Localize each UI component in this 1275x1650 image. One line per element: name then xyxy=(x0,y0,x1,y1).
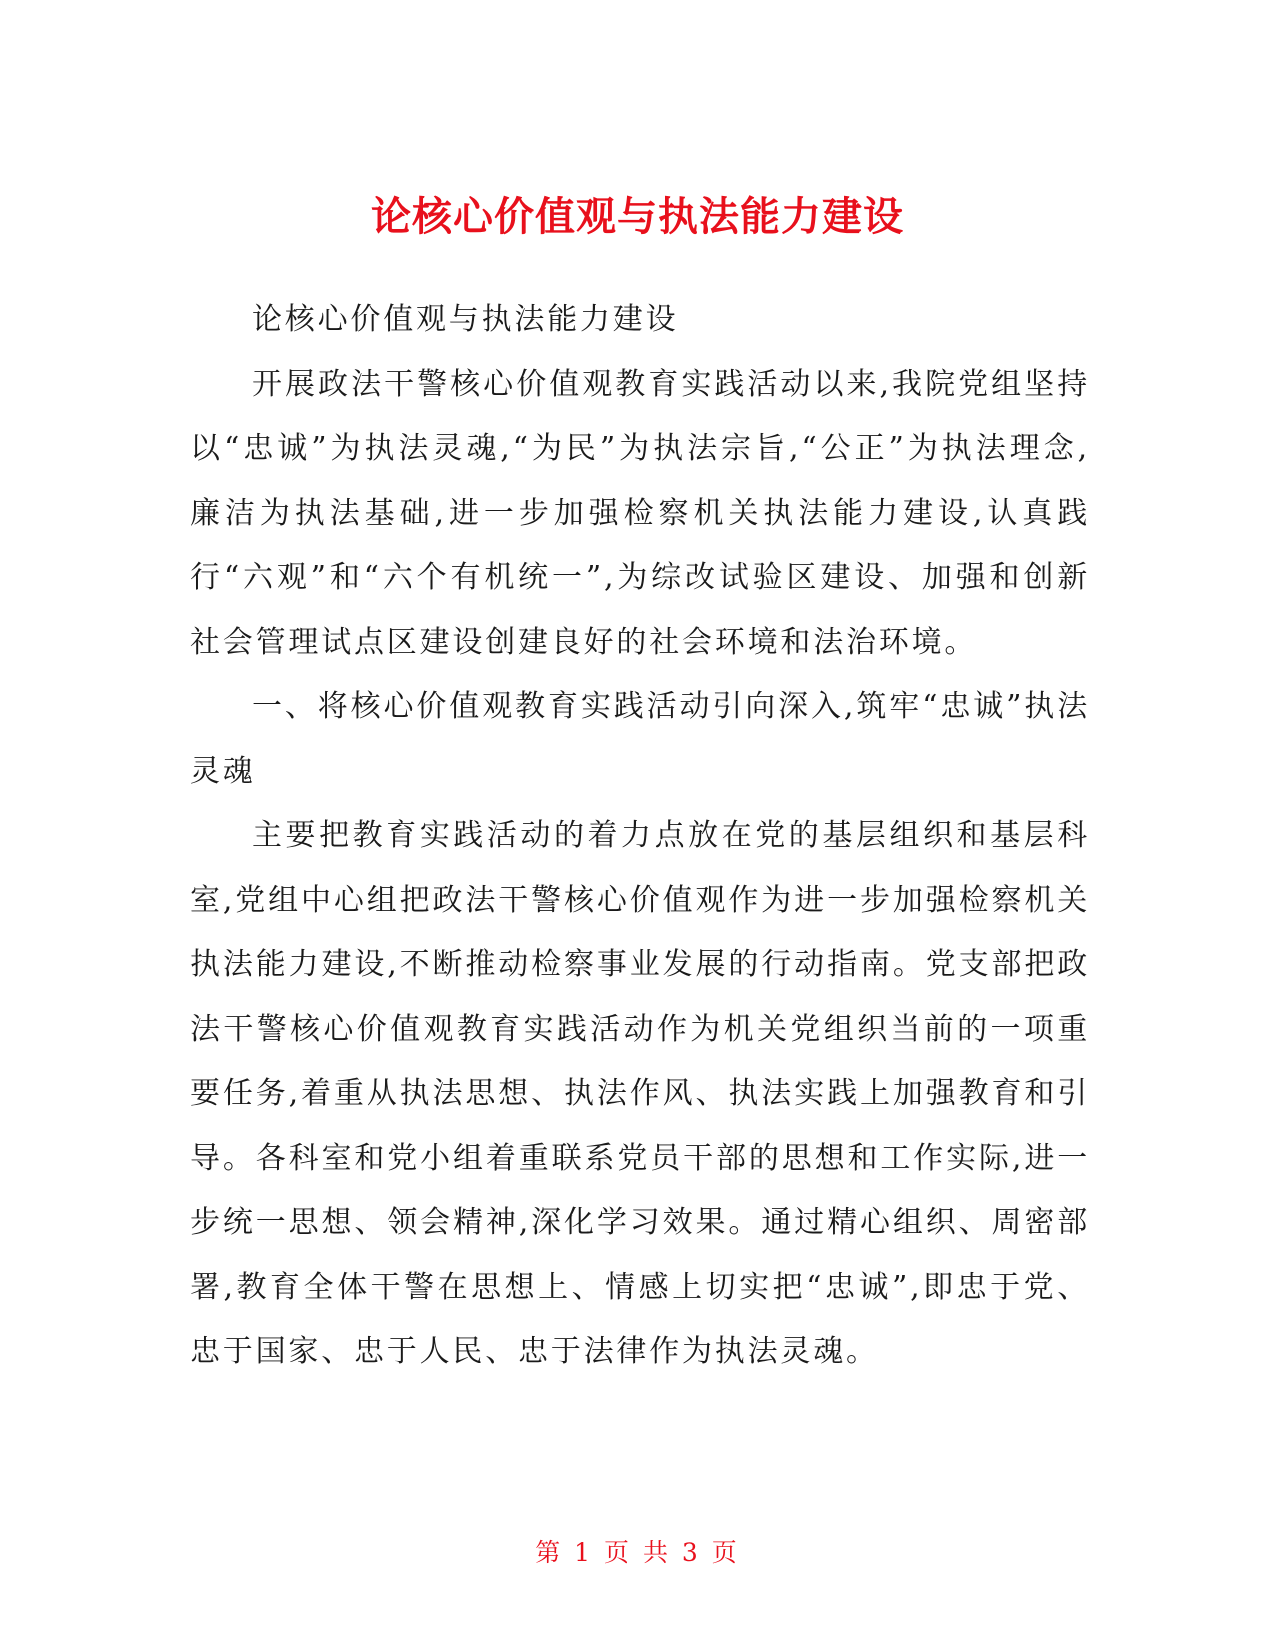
page-number-footer: 第 1 页 共 3 页 xyxy=(535,1538,740,1567)
body-paragraph-section-1: 主要把教育实践活动的着力点放在党的基层组织和基层科室,党组中心组把政法干警核心价值观作为进一步加强检察机关执法能力建设,不断推动检察事业发展的行动指南。党支部把政法干警核心价值观教育实践活动作为机关党组织当前的一项重要任务,着重从执法思想、执法作风、执法实践上加强教育和引导。各科室和党小组着重联系党员干部的思想和工作实际,进一步统一思想、领会精神,深化学习效果。通过精心组织、周密部署,教育全体干警在思想上、情感上切实把“忠诚”,即忠于党、忠于国家、忠于人民、忠于法律作为执法灵魂。 xyxy=(190,818,1090,1369)
section-heading: 一、将核心价值观教育实践活动引向深入,筑牢“忠诚”执法灵魂 xyxy=(190,689,1090,789)
document-title: 论核心价值观与执法能力建设 xyxy=(371,193,904,240)
body-paragraph-intro: 开展政法干警核心价值观教育实践活动以来,我院党组坚持以“忠诚”为执法灵魂,“为民”为执法宗旨,“公正”为执法理念,廉洁为执法基础,进一步加强检察机关执法能力建设,认真践行“六观”和“六个有机统一”,为综改试验区建设、加强和创新社会管理试点区建设创建良好的社会环境和法治环境。 xyxy=(190,366,1090,660)
body-paragraph-heading: 论核心价值观与执法能力建设 xyxy=(252,302,679,337)
document-body xyxy=(190,288,1090,1385)
